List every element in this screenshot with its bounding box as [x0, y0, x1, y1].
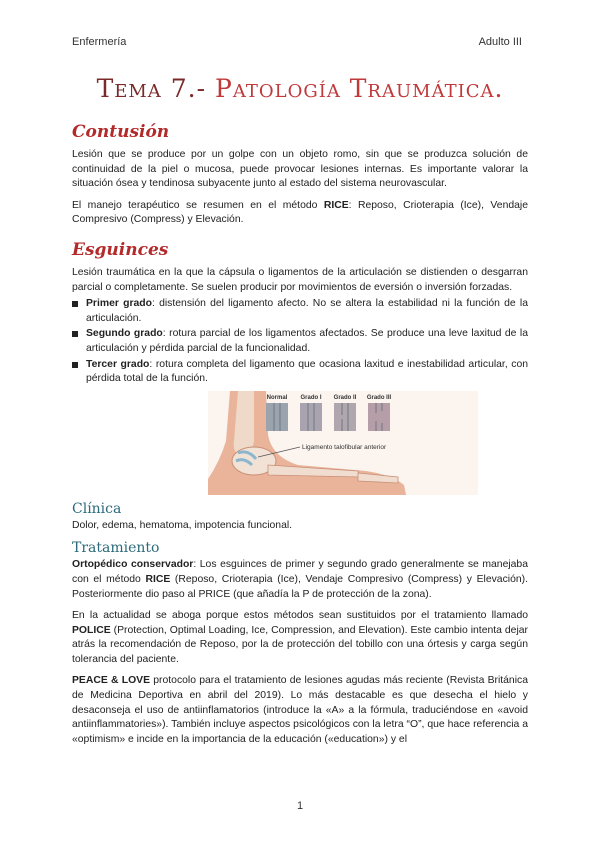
list-item: Primer grado: distensión del ligamento afecto. No se altera la estabilidad ni la función de la articulación.: [72, 297, 528, 326]
heading-tratamiento: Tratamiento: [72, 540, 160, 557]
page-number: 1: [296, 800, 304, 812]
list-item: Segundo grado: rotura parcial de los ligamentos afectados. Se produce una leve laxitud de la articulación y pérdida parcial de la funcionalidad.: [72, 327, 528, 356]
title-text: Patología Traumática.: [215, 74, 504, 103]
contusion-paragraph-2: El manejo terapéutico se resumen en el método RICE: Reposo, Crioterapia (Ice), Vendaje Compresivo (Compress) y Elevación.: [72, 199, 528, 226]
square-bullet-icon: [72, 301, 78, 307]
page-title: [0, 74, 600, 103]
header-left: Enfermería: [72, 36, 127, 48]
tratamiento-paragraph-1: Ortopédico conservador: Los esguinces de primer y segundo grado generalmente se manejaba con el método RICE (Reposo, Crioterapia (Ice), Vendaje Compresivo (Compress) y Elevación). Posteriormente dio paso al PRICE (que añadía la P de protección de la zona).: [72, 559, 528, 600]
header-right: Adulto III: [478, 36, 522, 48]
heading-clinica: Clínica: [72, 500, 122, 517]
grade-label-2: Grado II: [333, 394, 357, 401]
heading-contusion: Contusión: [72, 122, 170, 142]
esguinces-paragraph-1: Lesión traumática en la que la cápsula o ligamentos de la articulación se distienden o desgarran parcial o completamente. Se suelen producir por movimientos de eversión o inversión forzadas.: [72, 266, 528, 293]
grade-label-normal: Normal: [266, 394, 288, 401]
square-bullet-icon: [72, 362, 78, 368]
clinica-text: Dolor, edema, hematoma, impotencia funcional.: [72, 519, 293, 531]
tratamiento-paragraph-3: PEACE & LOVE protocolo para el tratamiento de lesiones agudas más reciente (Revista Británica de Medicina Deportiva en abril del 2019). Lo más destacable es que desecha el hielo y desaconseja el uso de antiinflamatorios (introduce la «A» a la fórmula, traduciéndose en «avoid antiinflammatories»). También incluye aspectos psicológicos con la letra “O”, que hace referencia a «optimism» e incide en la importancia de la educación («education») y el: [72, 675, 528, 745]
title-number: Tema 7.-: [96, 74, 207, 103]
heading-esguinces: Esguinces: [72, 239, 169, 260]
grade-label-3: Grado III: [366, 394, 392, 401]
grade-label-1: Grado I: [300, 394, 322, 401]
square-bullet-icon: [72, 331, 78, 337]
tratamiento-paragraph-2: En la actualidad se aboga porque estos métodos sean sustituidos por el tratamiento llamado POLICE (Protection, Optimal Loading, Ice, Compression, and Elevation). Este cambio intenta dejar atrás la recomendación de Reposo, por la de protección del tobillo con una órtesis y carga según tolerancia del paciente.: [72, 610, 528, 665]
figure-annotation: Ligamento talofibular anterior: [302, 443, 387, 451]
document-body: [72, 122, 528, 754]
ankle-ligament-illustration: [208, 391, 478, 495]
contusion-paragraph-1: Lesión que se produce por un golpe con un objeto romo, sin que se produzca solución de continuidad de la piel o mucosa, puede provocar lesiones internas. Es importante valorar la situación ósea y tendinosa subyacente junto al estado del sistema neurovascular.: [72, 149, 528, 190]
grades-list: [72, 297, 528, 387]
list-item: Tercer grado: rotura completa del ligamento que ocasiona laxitud e inestabilidad articular, con pérdida total de la función.: [72, 358, 528, 387]
